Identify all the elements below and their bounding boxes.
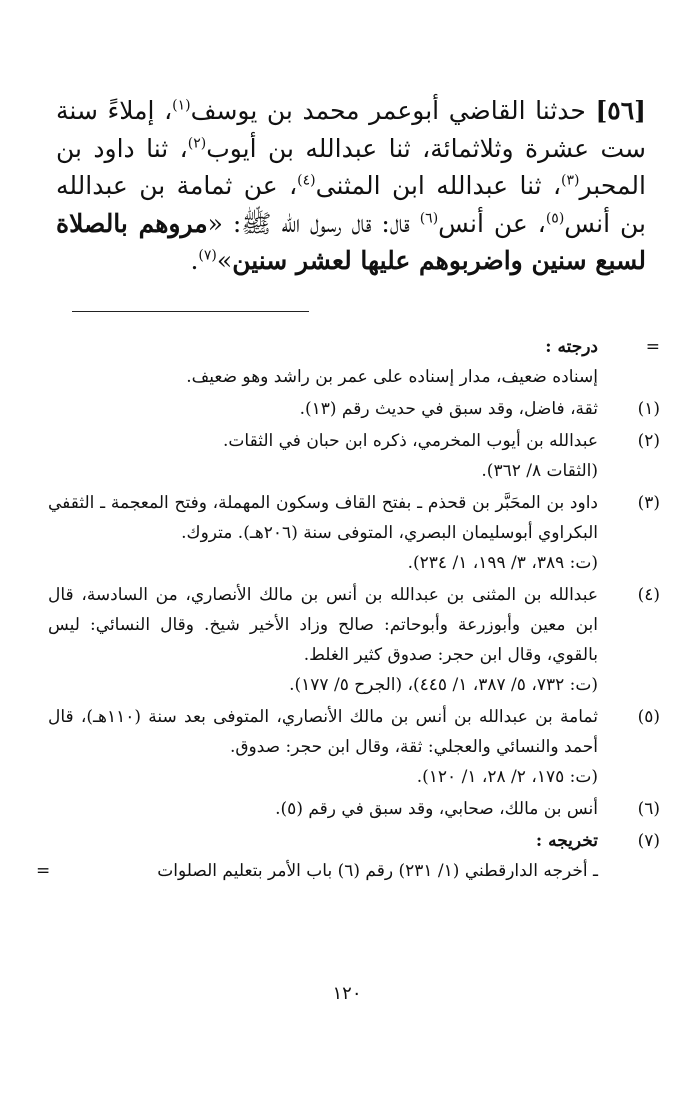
page-number: ١٢٠ — [332, 983, 362, 1004]
takhrij-line — [36, 856, 598, 886]
footnote-reference: (ت: ١٧٥، ٢/ ٢٨، ١/ ١٢٠). — [416, 767, 598, 787]
footnote-text: عبدالله بن أيوب المخرمي، ذكره ابن حبان في الثقات. — [223, 431, 598, 451]
footnote-marker: (٥) — [545, 210, 565, 227]
footnote-number: (٧) — [637, 831, 660, 851]
footnote-3 — [48, 488, 660, 578]
hadith-number: [٥٦] — [595, 96, 646, 125]
footnote-text: عبدالله بن المثنى بن عبدالله بن أنس بن مالك الأنصاري، من السادسة، قال ابن معين وأبوزرعة وأبوحاتم: صالح وزاد الأخير شيخ. وقال النسائي: ليس بالقوي، وقال ابن حجر: صدوق كثير الغلط. — [48, 585, 598, 665]
hadith-part: ، ثنا داود بن المحبر — [56, 133, 646, 200]
footnote-separator — [72, 311, 309, 312]
hadith-part: ، إملاءً سنة ست عشرة وثلاثمائة، ثنا عبدالله بن أيوب — [56, 96, 646, 163]
degree-text: إسناده ضعيف، مدار إسناده على عمر بن راشد وهو ضعيف. — [186, 367, 598, 387]
footnote-reference: (ت: ٣٨٩، ٣/ ١٩٩، ١/ ٢٣٤). — [407, 553, 598, 573]
footnote-text: ثمامة بن عبدالله بن أنس بن مالك الأنصاري، المتوفى بعد سنة (١١٠هـ)، قال أحمد والنسائي والعجلي: ثقة، وقال ابن حجر: صدوق. — [48, 707, 598, 757]
hadith-text — [56, 92, 646, 280]
footnote-4 — [48, 580, 660, 700]
footnote-text: ثقة، فاضل، وقد سبق في حديث رقم (١٣). — [299, 399, 598, 419]
footnote-5 — [48, 702, 660, 792]
footnote-reference: (الثقات ٨/ ٣٦٢). — [481, 461, 598, 481]
footnote-marker: (٦) — [419, 210, 439, 227]
hadith-part: قال: قال رسول الله ﷺ: « — [207, 208, 420, 238]
footnote-text: داود بن المحَبَّر بن قحذم ـ بفتح القاف وسكون المهملة، وفتح المعجمة ـ الثقفي البكراوي أبوسليمان البصري، المتوفى سنة (٢٠٦هـ). متروك. — [48, 493, 598, 543]
footnote-7 — [48, 826, 660, 856]
footnote-1 — [48, 394, 660, 424]
hadith-part: ، ثنا عبدالله ابن المثنى — [315, 171, 562, 200]
hadith-end: . — [190, 246, 199, 275]
footnote-2 — [48, 426, 660, 486]
hadith-part: ، عن أنس — [438, 208, 546, 238]
footnote-marker: (٤) — [297, 172, 316, 189]
footnote-marker: (١) — [172, 97, 191, 114]
hadith-matn: مروهم بالصلاة لسبع سنين واضربوهم عليها لعشر سنين — [56, 208, 646, 275]
footnote-number: (٣) — [637, 493, 660, 513]
footnote-number: (٦) — [637, 799, 660, 819]
footnote-6 — [48, 794, 660, 824]
hadith-part: حدثنا القاضي أبوعمر محمد بن يوسف — [190, 96, 596, 125]
footnotes — [36, 332, 660, 886]
footnote-number: (٥) — [637, 707, 660, 727]
footnote-number: (٤) — [637, 585, 660, 605]
hadith-part: » — [216, 246, 233, 275]
footnote-marker: (٣) — [561, 172, 580, 189]
continuation-mark: = — [645, 337, 660, 357]
footnote-text: أنس بن مالك، صحابي، وقد سبق في رقم (٥). — [275, 799, 598, 819]
takhrij-label: تخريجه : — [535, 831, 598, 851]
footnote-number: (٢) — [637, 431, 660, 451]
footnote-number: (١) — [637, 399, 660, 419]
degree-label: درجته : — [545, 337, 598, 357]
continuation-mark: = — [36, 861, 51, 881]
footnote-marker: (٢) — [187, 135, 207, 152]
takhrij-text: ـ أخرجه الدارقطني (١/ ٢٣١) رقم (٦) باب الأمر بتعليم الصلوات — [157, 861, 598, 881]
footnote-marker: (٧) — [198, 247, 217, 264]
hadith-part: ، عن ثمامة بن عبدالله بن أنس — [56, 171, 646, 238]
footnote-reference: (ت: ٧٣٢، ٥/ ٣٨٧، ١/ ٤٤٥)، (الجرح ٥/ ١٧٧). — [289, 675, 598, 695]
